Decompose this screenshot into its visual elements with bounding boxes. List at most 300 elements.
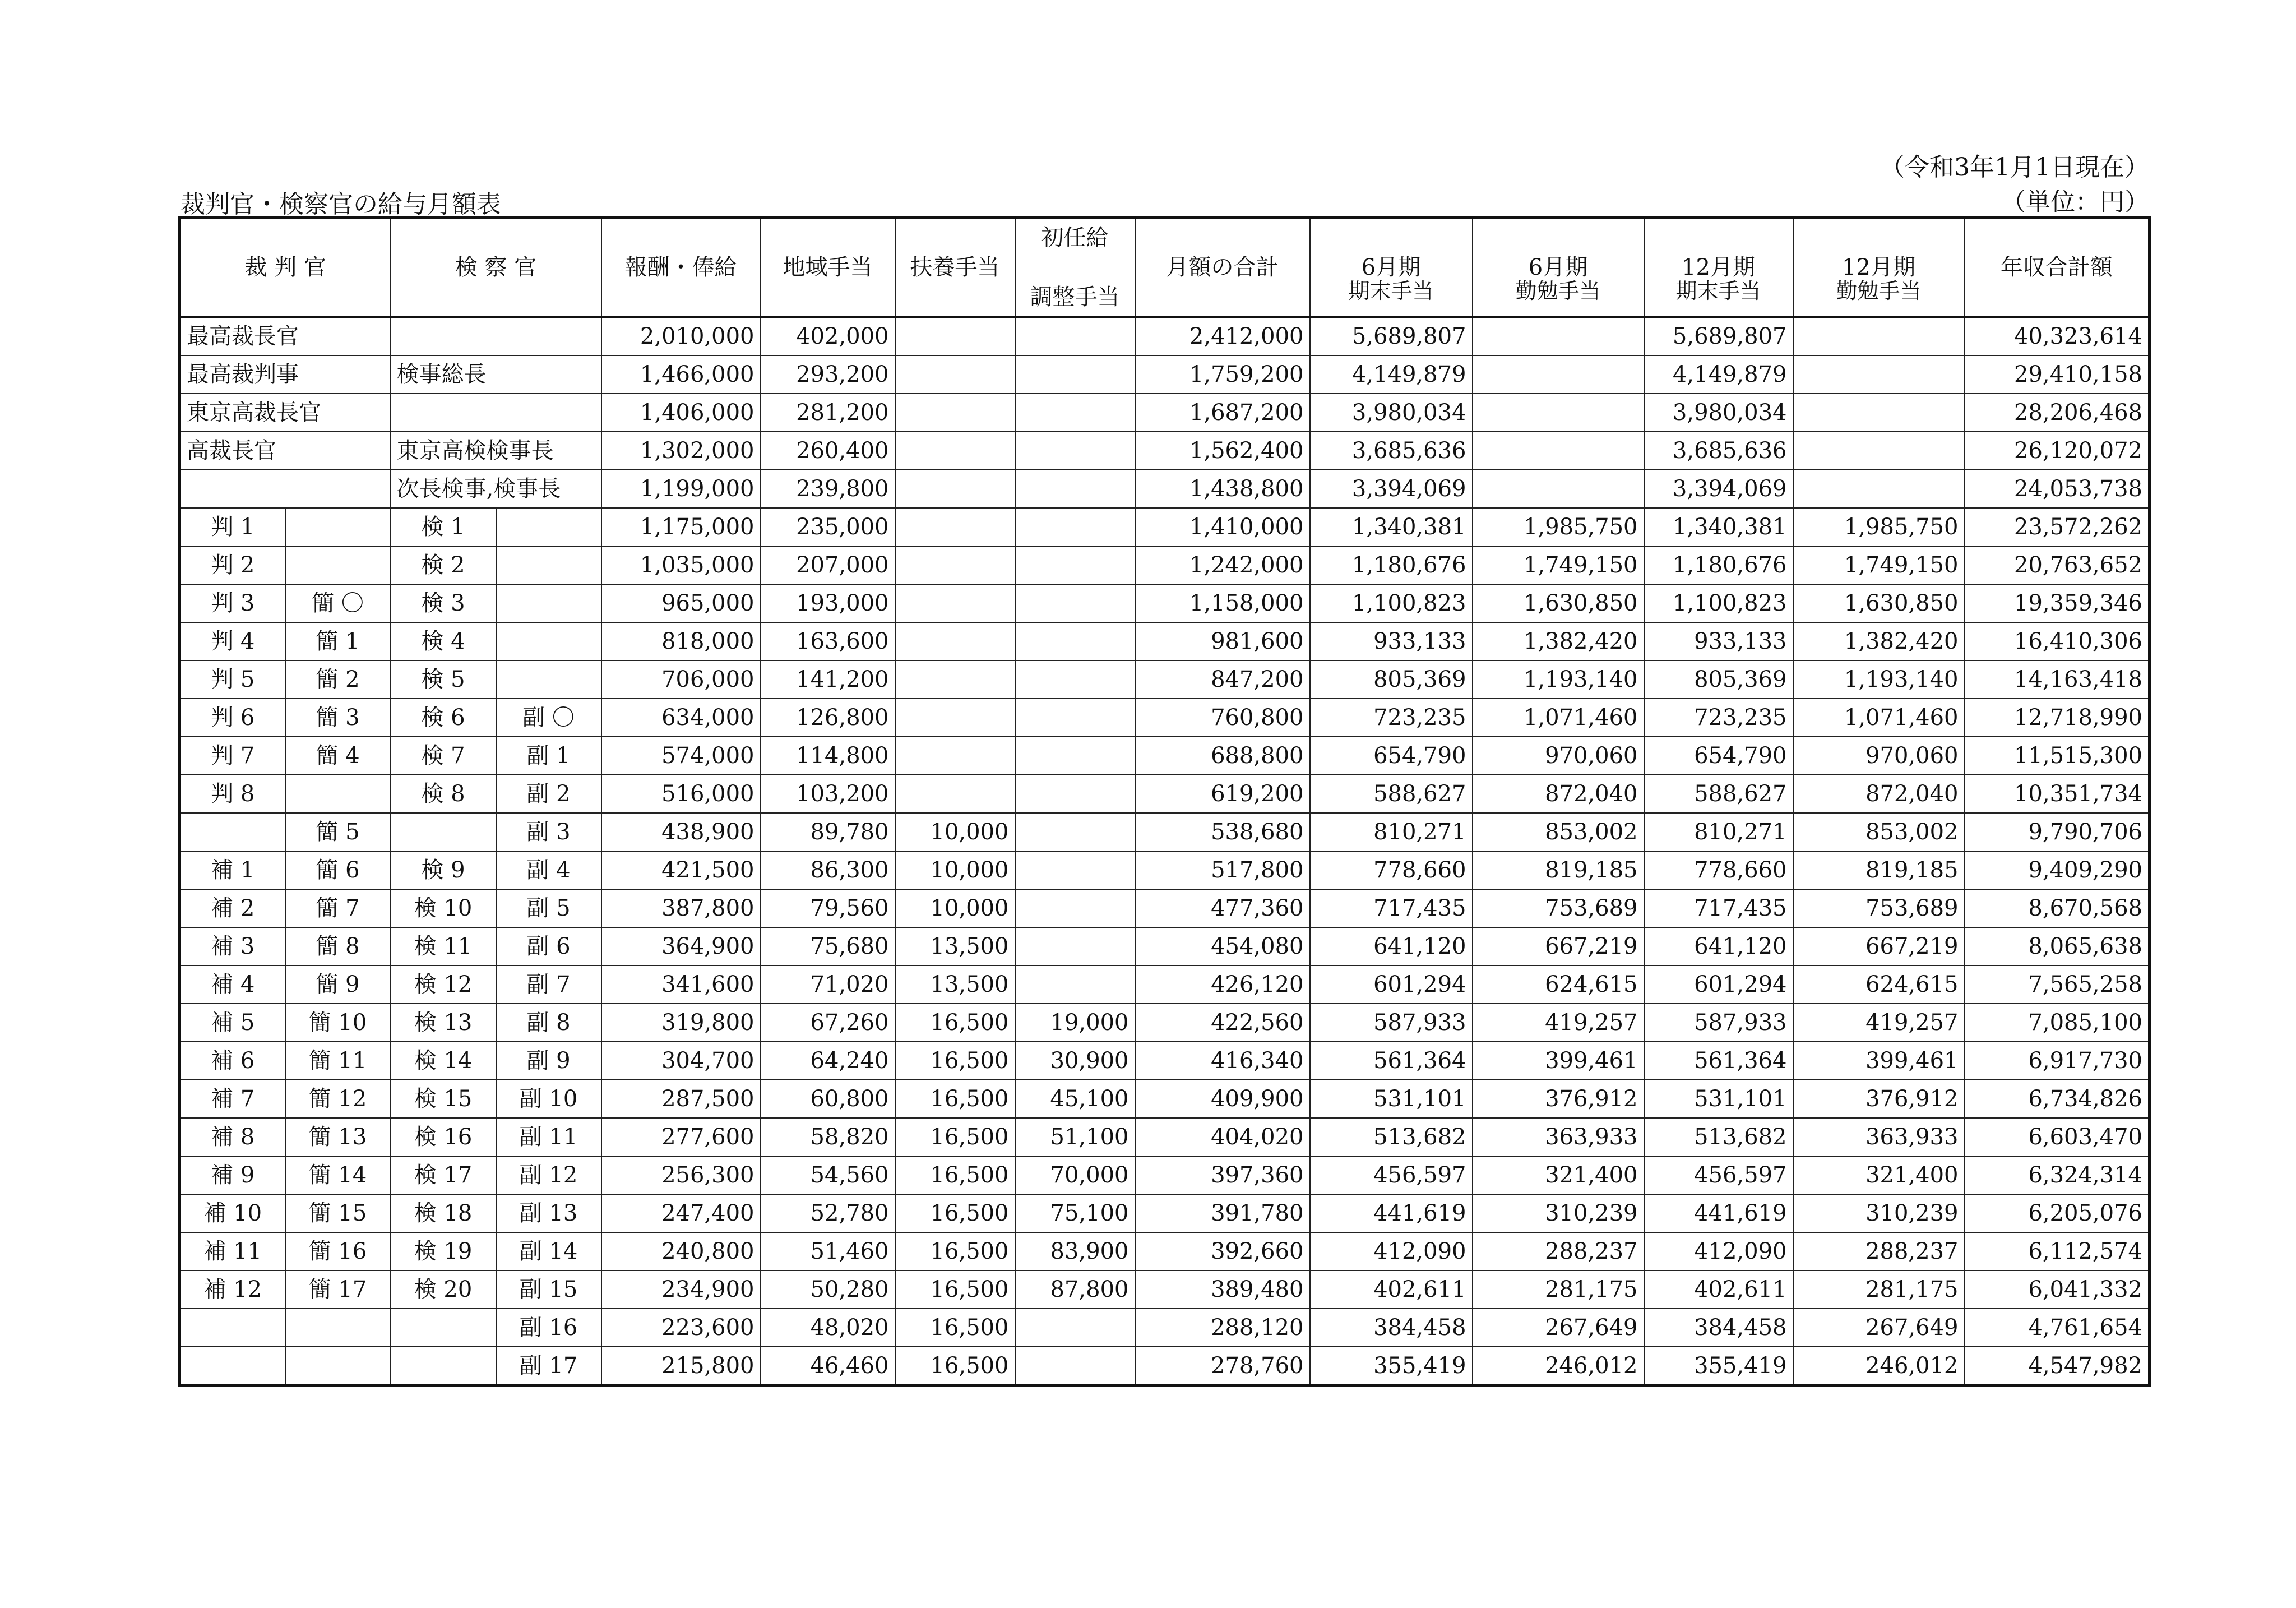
cell-salary: 421,500 [601,851,761,889]
cell-june-term-end: 3,980,034 [1310,394,1473,432]
cell-salary: 277,600 [601,1118,761,1156]
header-prosecutor: 検 察 官 [391,218,601,317]
cell-monthly-total: 1,242,000 [1135,546,1310,584]
cell-monthly-total: 422,560 [1135,1004,1310,1042]
cell-salary: 256,300 [601,1156,761,1194]
cell-initial-adjustment [1015,851,1135,889]
cell-initial-adjustment [1015,660,1135,699]
cell-june-diligence [1473,394,1644,432]
cell-regional-allowance: 48,020 [761,1309,895,1347]
cell-summary-judge-rank [285,775,391,813]
cell-june-term-end: 1,180,676 [1310,546,1473,584]
cell-assistant-prosecutor-rank [496,622,601,660]
cell-initial-adjustment [1015,775,1135,813]
cell-june-diligence: 753,689 [1473,889,1644,927]
cell-judge-rank: 補 6 [180,1042,285,1080]
cell-monthly-total: 288,120 [1135,1309,1310,1347]
cell-dec-diligence: 853,002 [1793,813,1965,851]
cell-annual-total: 8,670,568 [1965,889,2150,927]
table-row [180,1270,2150,1309]
table-row [180,394,2150,432]
cell-annual-total: 28,206,468 [1965,394,2150,432]
cell-judge-rank: 補 3 [180,927,285,965]
cell-prosecutor-rank: 検 17 [391,1156,496,1194]
cell-monthly-total: 688,800 [1135,737,1310,775]
cell-prosecutor-rank: 検 20 [391,1270,496,1309]
cell-summary-judge-rank: 簡 6 [285,851,391,889]
cell-june-diligence [1473,355,1644,394]
cell-june-diligence: 853,002 [1473,813,1644,851]
cell-dependent-allowance [895,546,1015,584]
cell-initial-adjustment [1015,927,1135,965]
cell-june-term-end: 805,369 [1310,660,1473,699]
cell-assistant-prosecutor-rank: 副 7 [496,965,601,1004]
cell-regional-allowance: 54,560 [761,1156,895,1194]
cell-prosecutor-rank: 検 11 [391,927,496,965]
table-row [180,1156,2150,1194]
cell-judge-rank: 補 2 [180,889,285,927]
cell-regional-allowance: 103,200 [761,775,895,813]
cell-june-term-end: 412,090 [1310,1232,1473,1270]
cell-monthly-total: 278,760 [1135,1347,1310,1386]
cell-annual-total: 7,565,258 [1965,965,2150,1004]
cell-summary-judge-rank [285,1347,391,1386]
cell-summary-judge-rank: 簡 2 [285,660,391,699]
cell-prosecutor-rank [391,1309,496,1347]
cell-prosecutor-rank: 検 14 [391,1042,496,1080]
cell-dependent-allowance: 16,500 [895,1080,1015,1118]
cell-assistant-prosecutor-rank [496,546,601,584]
cell-summary-judge-rank: 簡 10 [285,1004,391,1042]
cell-june-diligence: 1,630,850 [1473,584,1644,622]
cell-judge-title: 最高裁長官 [180,317,391,355]
cell-judge-title: 最高裁判事 [180,355,391,394]
cell-assistant-prosecutor-rank [496,508,601,546]
table-row [180,546,2150,584]
header-june-term-end [1310,218,1473,317]
cell-judge-rank: 補 10 [180,1194,285,1232]
cell-june-diligence: 246,012 [1473,1347,1644,1386]
cell-judge-rank [180,813,285,851]
cell-annual-total: 6,734,826 [1965,1080,2150,1118]
header-initial-adjustment-top: 初任給 [1041,225,1109,251]
cell-june-term-end: 654,790 [1310,737,1473,775]
cell-dec-diligence [1793,394,1965,432]
cell-assistant-prosecutor-rank [496,584,601,622]
cell-monthly-total: 538,680 [1135,813,1310,851]
cell-salary: 319,800 [601,1004,761,1042]
cell-dec-term-end: 933,133 [1644,622,1793,660]
cell-salary: 634,000 [601,699,761,737]
cell-dec-diligence: 970,060 [1793,737,1965,775]
cell-summary-judge-rank: 簡 12 [285,1080,391,1118]
cell-regional-allowance: 67,260 [761,1004,895,1042]
cell-dependent-allowance [895,355,1015,394]
cell-dec-term-end: 810,271 [1644,813,1793,851]
cell-assistant-prosecutor-rank: 副 15 [496,1270,601,1309]
cell-monthly-total: 847,200 [1135,660,1310,699]
table-row [180,1004,2150,1042]
cell-assistant-prosecutor-rank: 副 8 [496,1004,601,1042]
cell-salary: 304,700 [601,1042,761,1080]
cell-judge-rank: 判 5 [180,660,285,699]
cell-dec-term-end: 3,685,636 [1644,432,1793,470]
table-row [180,1309,2150,1347]
cell-assistant-prosecutor-rank: 副 〇 [496,699,601,737]
cell-monthly-total: 1,158,000 [1135,584,1310,622]
cell-judge-rank: 補 5 [180,1004,285,1042]
cell-regional-allowance: 60,800 [761,1080,895,1118]
table-row [180,1042,2150,1080]
table-header-row [180,218,2150,317]
cell-salary: 234,900 [601,1270,761,1309]
cell-dec-diligence: 1,071,460 [1793,699,1965,737]
cell-assistant-prosecutor-rank: 副 16 [496,1309,601,1347]
cell-june-term-end: 1,340,381 [1310,508,1473,546]
cell-regional-allowance: 79,560 [761,889,895,927]
cell-june-diligence: 667,219 [1473,927,1644,965]
cell-salary: 247,400 [601,1194,761,1232]
cell-prosecutor-rank: 検 6 [391,699,496,737]
table-row [180,1347,2150,1386]
cell-dec-diligence: 376,912 [1793,1080,1965,1118]
cell-salary: 240,800 [601,1232,761,1270]
cell-june-term-end: 601,294 [1310,965,1473,1004]
header-initial-adjustment-bottom: 調整手当 [1030,284,1120,310]
cell-june-term-end: 587,933 [1310,1004,1473,1042]
header-dec-diligence-bottom: 勤勉手当 [1836,279,1922,304]
cell-dec-diligence: 667,219 [1793,927,1965,965]
header-dec-term-end-bottom: 期末手当 [1675,279,1761,304]
cell-regional-allowance: 193,000 [761,584,895,622]
cell-dependent-allowance: 10,000 [895,851,1015,889]
cell-monthly-total: 1,410,000 [1135,508,1310,546]
cell-prosecutor-rank [391,813,496,851]
cell-initial-adjustment [1015,470,1135,508]
table-row [180,699,2150,737]
cell-prosecutor-rank: 検 5 [391,660,496,699]
cell-annual-total: 20,763,652 [1965,546,2150,584]
cell-dec-term-end: 1,180,676 [1644,546,1793,584]
cell-regional-allowance: 75,680 [761,927,895,965]
cell-salary: 1,199,000 [601,470,761,508]
cell-dependent-allowance [895,317,1015,355]
cell-dependent-allowance: 16,500 [895,1270,1015,1309]
cell-dec-term-end: 4,149,879 [1644,355,1793,394]
cell-summary-judge-rank: 簡 5 [285,813,391,851]
cell-dependent-allowance [895,660,1015,699]
cell-dec-term-end: 723,235 [1644,699,1793,737]
header-dec-diligence-top: 12月期 [1842,255,1915,281]
cell-initial-adjustment: 87,800 [1015,1270,1135,1309]
table-row [180,660,2150,699]
cell-dec-term-end: 384,458 [1644,1309,1793,1347]
cell-june-diligence: 267,649 [1473,1309,1644,1347]
cell-annual-total: 4,761,654 [1965,1309,2150,1347]
cell-june-diligence: 399,461 [1473,1042,1644,1080]
cell-june-term-end: 641,120 [1310,927,1473,965]
cell-dec-diligence: 1,985,750 [1793,508,1965,546]
cell-june-diligence: 310,239 [1473,1194,1644,1232]
cell-annual-total: 23,572,262 [1965,508,2150,546]
cell-monthly-total: 392,660 [1135,1232,1310,1270]
cell-monthly-total: 454,080 [1135,927,1310,965]
cell-june-term-end: 810,271 [1310,813,1473,851]
cell-assistant-prosecutor-rank: 副 4 [496,851,601,889]
cell-dependent-allowance: 13,500 [895,927,1015,965]
cell-dec-term-end: 3,394,069 [1644,470,1793,508]
cell-summary-judge-rank: 簡 8 [285,927,391,965]
cell-annual-total: 19,359,346 [1965,584,2150,622]
cell-june-term-end: 384,458 [1310,1309,1473,1347]
cell-regional-allowance: 51,460 [761,1232,895,1270]
table-row [180,432,2150,470]
cell-monthly-total: 1,687,200 [1135,394,1310,432]
cell-assistant-prosecutor-rank [496,660,601,699]
cell-prosecutor-rank: 検 8 [391,775,496,813]
cell-june-diligence [1473,317,1644,355]
cell-salary: 1,302,000 [601,432,761,470]
cell-regional-allowance: 281,200 [761,394,895,432]
table-row [180,927,2150,965]
cell-monthly-total: 426,120 [1135,965,1310,1004]
cell-initial-adjustment [1015,355,1135,394]
cell-dependent-allowance: 16,500 [895,1232,1015,1270]
cell-salary: 223,600 [601,1309,761,1347]
cell-summary-judge-rank: 簡 16 [285,1232,391,1270]
cell-judge-rank: 補 4 [180,965,285,1004]
cell-dec-term-end: 641,120 [1644,927,1793,965]
cell-salary: 1,175,000 [601,508,761,546]
header-initial-adjustment [1015,218,1135,317]
cell-salary: 287,500 [601,1080,761,1118]
cell-dec-diligence [1793,355,1965,394]
cell-summary-judge-rank: 簡 3 [285,699,391,737]
cell-june-diligence: 624,615 [1473,965,1644,1004]
cell-dec-term-end: 3,980,034 [1644,394,1793,432]
cell-dec-diligence [1793,317,1965,355]
cell-judge-rank: 判 3 [180,584,285,622]
cell-dec-diligence: 753,689 [1793,889,1965,927]
cell-dec-diligence: 1,193,140 [1793,660,1965,699]
cell-summary-judge-rank: 簡 17 [285,1270,391,1309]
table-row [180,1194,2150,1232]
cell-judge-rank: 補 11 [180,1232,285,1270]
cell-dec-diligence: 246,012 [1793,1347,1965,1386]
header-june-diligence-top: 6月期 [1528,255,1588,281]
cell-annual-total: 6,324,314 [1965,1156,2150,1194]
table-row [180,584,2150,622]
cell-monthly-total: 1,562,400 [1135,432,1310,470]
cell-june-term-end: 531,101 [1310,1080,1473,1118]
cell-dependent-allowance: 16,500 [895,1194,1015,1232]
cell-judge-rank [180,1309,285,1347]
cell-monthly-total: 619,200 [1135,775,1310,813]
cell-prosecutor-rank: 検 1 [391,508,496,546]
cell-dec-diligence: 321,400 [1793,1156,1965,1194]
cell-dec-term-end: 601,294 [1644,965,1793,1004]
cell-dec-diligence: 1,630,850 [1793,584,1965,622]
cell-prosecutor-rank: 検 18 [391,1194,496,1232]
table-row [180,470,2150,508]
cell-assistant-prosecutor-rank: 副 14 [496,1232,601,1270]
cell-june-diligence: 1,193,140 [1473,660,1644,699]
cell-judge-title: 高裁長官 [180,432,391,470]
cell-june-term-end: 441,619 [1310,1194,1473,1232]
header-june-term-end-bottom: 期末手当 [1348,279,1434,304]
cell-dec-term-end: 1,100,823 [1644,584,1793,622]
cell-annual-total: 29,410,158 [1965,355,2150,394]
cell-june-diligence: 1,985,750 [1473,508,1644,546]
cell-annual-total: 6,603,470 [1965,1118,2150,1156]
cell-assistant-prosecutor-rank: 副 6 [496,927,601,965]
cell-regional-allowance: 64,240 [761,1042,895,1080]
cell-june-term-end: 588,627 [1310,775,1473,813]
cell-initial-adjustment: 30,900 [1015,1042,1135,1080]
cell-summary-judge-rank: 簡 4 [285,737,391,775]
table-body [180,317,2150,1386]
cell-initial-adjustment: 83,900 [1015,1232,1135,1270]
cell-annual-total: 9,790,706 [1965,813,2150,851]
cell-dependent-allowance: 10,000 [895,813,1015,851]
cell-dependent-allowance: 16,500 [895,1004,1015,1042]
cell-regional-allowance: 50,280 [761,1270,895,1309]
cell-judge-rank: 判 7 [180,737,285,775]
header-judge: 裁 判 官 [180,218,391,317]
cell-june-term-end: 456,597 [1310,1156,1473,1194]
cell-prosecutor-title [391,317,601,355]
cell-initial-adjustment [1015,317,1135,355]
cell-monthly-total: 1,759,200 [1135,355,1310,394]
cell-june-diligence: 1,071,460 [1473,699,1644,737]
cell-summary-judge-rank: 簡 9 [285,965,391,1004]
table-row [180,1232,2150,1270]
cell-judge-rank: 判 8 [180,775,285,813]
cell-judge-rank: 判 1 [180,508,285,546]
cell-dec-diligence: 288,237 [1793,1232,1965,1270]
cell-initial-adjustment [1015,889,1135,927]
cell-initial-adjustment [1015,1309,1135,1347]
cell-annual-total: 16,410,306 [1965,622,2150,660]
cell-assistant-prosecutor-rank: 副 3 [496,813,601,851]
cell-annual-total: 7,085,100 [1965,1004,2150,1042]
cell-judge-rank: 補 8 [180,1118,285,1156]
cell-june-diligence [1473,432,1644,470]
cell-prosecutor-title: 検事総長 [391,355,601,394]
cell-monthly-total: 397,360 [1135,1156,1310,1194]
cell-regional-allowance: 46,460 [761,1347,895,1386]
table-row [180,1118,2150,1156]
cell-prosecutor-rank: 検 3 [391,584,496,622]
cell-annual-total: 9,409,290 [1965,851,2150,889]
cell-june-diligence: 288,237 [1473,1232,1644,1270]
cell-salary: 1,406,000 [601,394,761,432]
cell-initial-adjustment: 19,000 [1015,1004,1135,1042]
cell-judge-rank: 補 1 [180,851,285,889]
cell-initial-adjustment [1015,1347,1135,1386]
cell-dec-diligence: 1,382,420 [1793,622,1965,660]
cell-dec-term-end: 654,790 [1644,737,1793,775]
cell-salary: 364,900 [601,927,761,965]
cell-dec-diligence: 399,461 [1793,1042,1965,1080]
cell-dec-term-end: 513,682 [1644,1118,1793,1156]
cell-june-diligence: 819,185 [1473,851,1644,889]
cell-salary: 438,900 [601,813,761,851]
cell-prosecutor-rank: 検 10 [391,889,496,927]
header-dependent-allowance: 扶養手当 [895,218,1015,317]
cell-assistant-prosecutor-rank: 副 13 [496,1194,601,1232]
cell-june-diligence: 376,912 [1473,1080,1644,1118]
cell-annual-total: 11,515,300 [1965,737,2150,775]
cell-annual-total: 40,323,614 [1965,317,2150,355]
cell-regional-allowance: 58,820 [761,1118,895,1156]
cell-summary-judge-rank: 簡 15 [285,1194,391,1232]
cell-regional-allowance: 402,000 [761,317,895,355]
cell-annual-total: 24,053,738 [1965,470,2150,508]
table-row [180,317,2150,355]
cell-summary-judge-rank: 簡 1 [285,622,391,660]
cell-dec-diligence: 363,933 [1793,1118,1965,1156]
cell-initial-adjustment [1015,394,1135,432]
cell-dependent-allowance: 16,500 [895,1118,1015,1156]
cell-initial-adjustment [1015,737,1135,775]
header-dec-term-end-top: 12月期 [1682,255,1755,281]
cell-salary: 516,000 [601,775,761,813]
table-row [180,622,2150,660]
table-row [180,851,2150,889]
cell-dec-diligence [1793,432,1965,470]
cell-assistant-prosecutor-rank: 副 2 [496,775,601,813]
cell-june-term-end: 1,100,823 [1310,584,1473,622]
cell-monthly-total: 981,600 [1135,622,1310,660]
cell-dec-diligence: 819,185 [1793,851,1965,889]
cell-dec-diligence: 281,175 [1793,1270,1965,1309]
cell-dec-term-end: 441,619 [1644,1194,1793,1232]
cell-dependent-allowance [895,432,1015,470]
cell-june-diligence: 281,175 [1473,1270,1644,1309]
cell-dec-term-end: 355,419 [1644,1347,1793,1386]
table-row [180,508,2150,546]
cell-prosecutor-rank [391,1347,496,1386]
cell-assistant-prosecutor-rank: 副 10 [496,1080,601,1118]
cell-monthly-total: 1,438,800 [1135,470,1310,508]
table-row [180,737,2150,775]
as-of-date: （令和3年1月1日現在） [1880,153,2149,182]
cell-june-term-end: 3,394,069 [1310,470,1473,508]
cell-regional-allowance: 141,200 [761,660,895,699]
cell-june-term-end: 4,149,879 [1310,355,1473,394]
cell-dependent-allowance: 13,500 [895,965,1015,1004]
cell-summary-judge-rank: 簡 〇 [285,584,391,622]
cell-prosecutor-title: 次長検事,検事長 [391,470,601,508]
cell-dec-diligence: 310,239 [1793,1194,1965,1232]
cell-june-term-end: 513,682 [1310,1118,1473,1156]
cell-dependent-allowance: 16,500 [895,1156,1015,1194]
cell-salary: 965,000 [601,584,761,622]
cell-dec-term-end: 561,364 [1644,1042,1793,1080]
cell-judge-rank: 判 2 [180,546,285,584]
cell-judge-title [180,470,391,508]
cell-initial-adjustment [1015,622,1135,660]
cell-annual-total: 8,065,638 [1965,927,2150,965]
cell-assistant-prosecutor-rank: 副 17 [496,1347,601,1386]
cell-june-diligence: 872,040 [1473,775,1644,813]
cell-prosecutor-rank: 検 19 [391,1232,496,1270]
cell-summary-judge-rank: 簡 7 [285,889,391,927]
cell-prosecutor-title: 東京高検検事長 [391,432,601,470]
table-row [180,813,2150,851]
cell-salary: 387,800 [601,889,761,927]
